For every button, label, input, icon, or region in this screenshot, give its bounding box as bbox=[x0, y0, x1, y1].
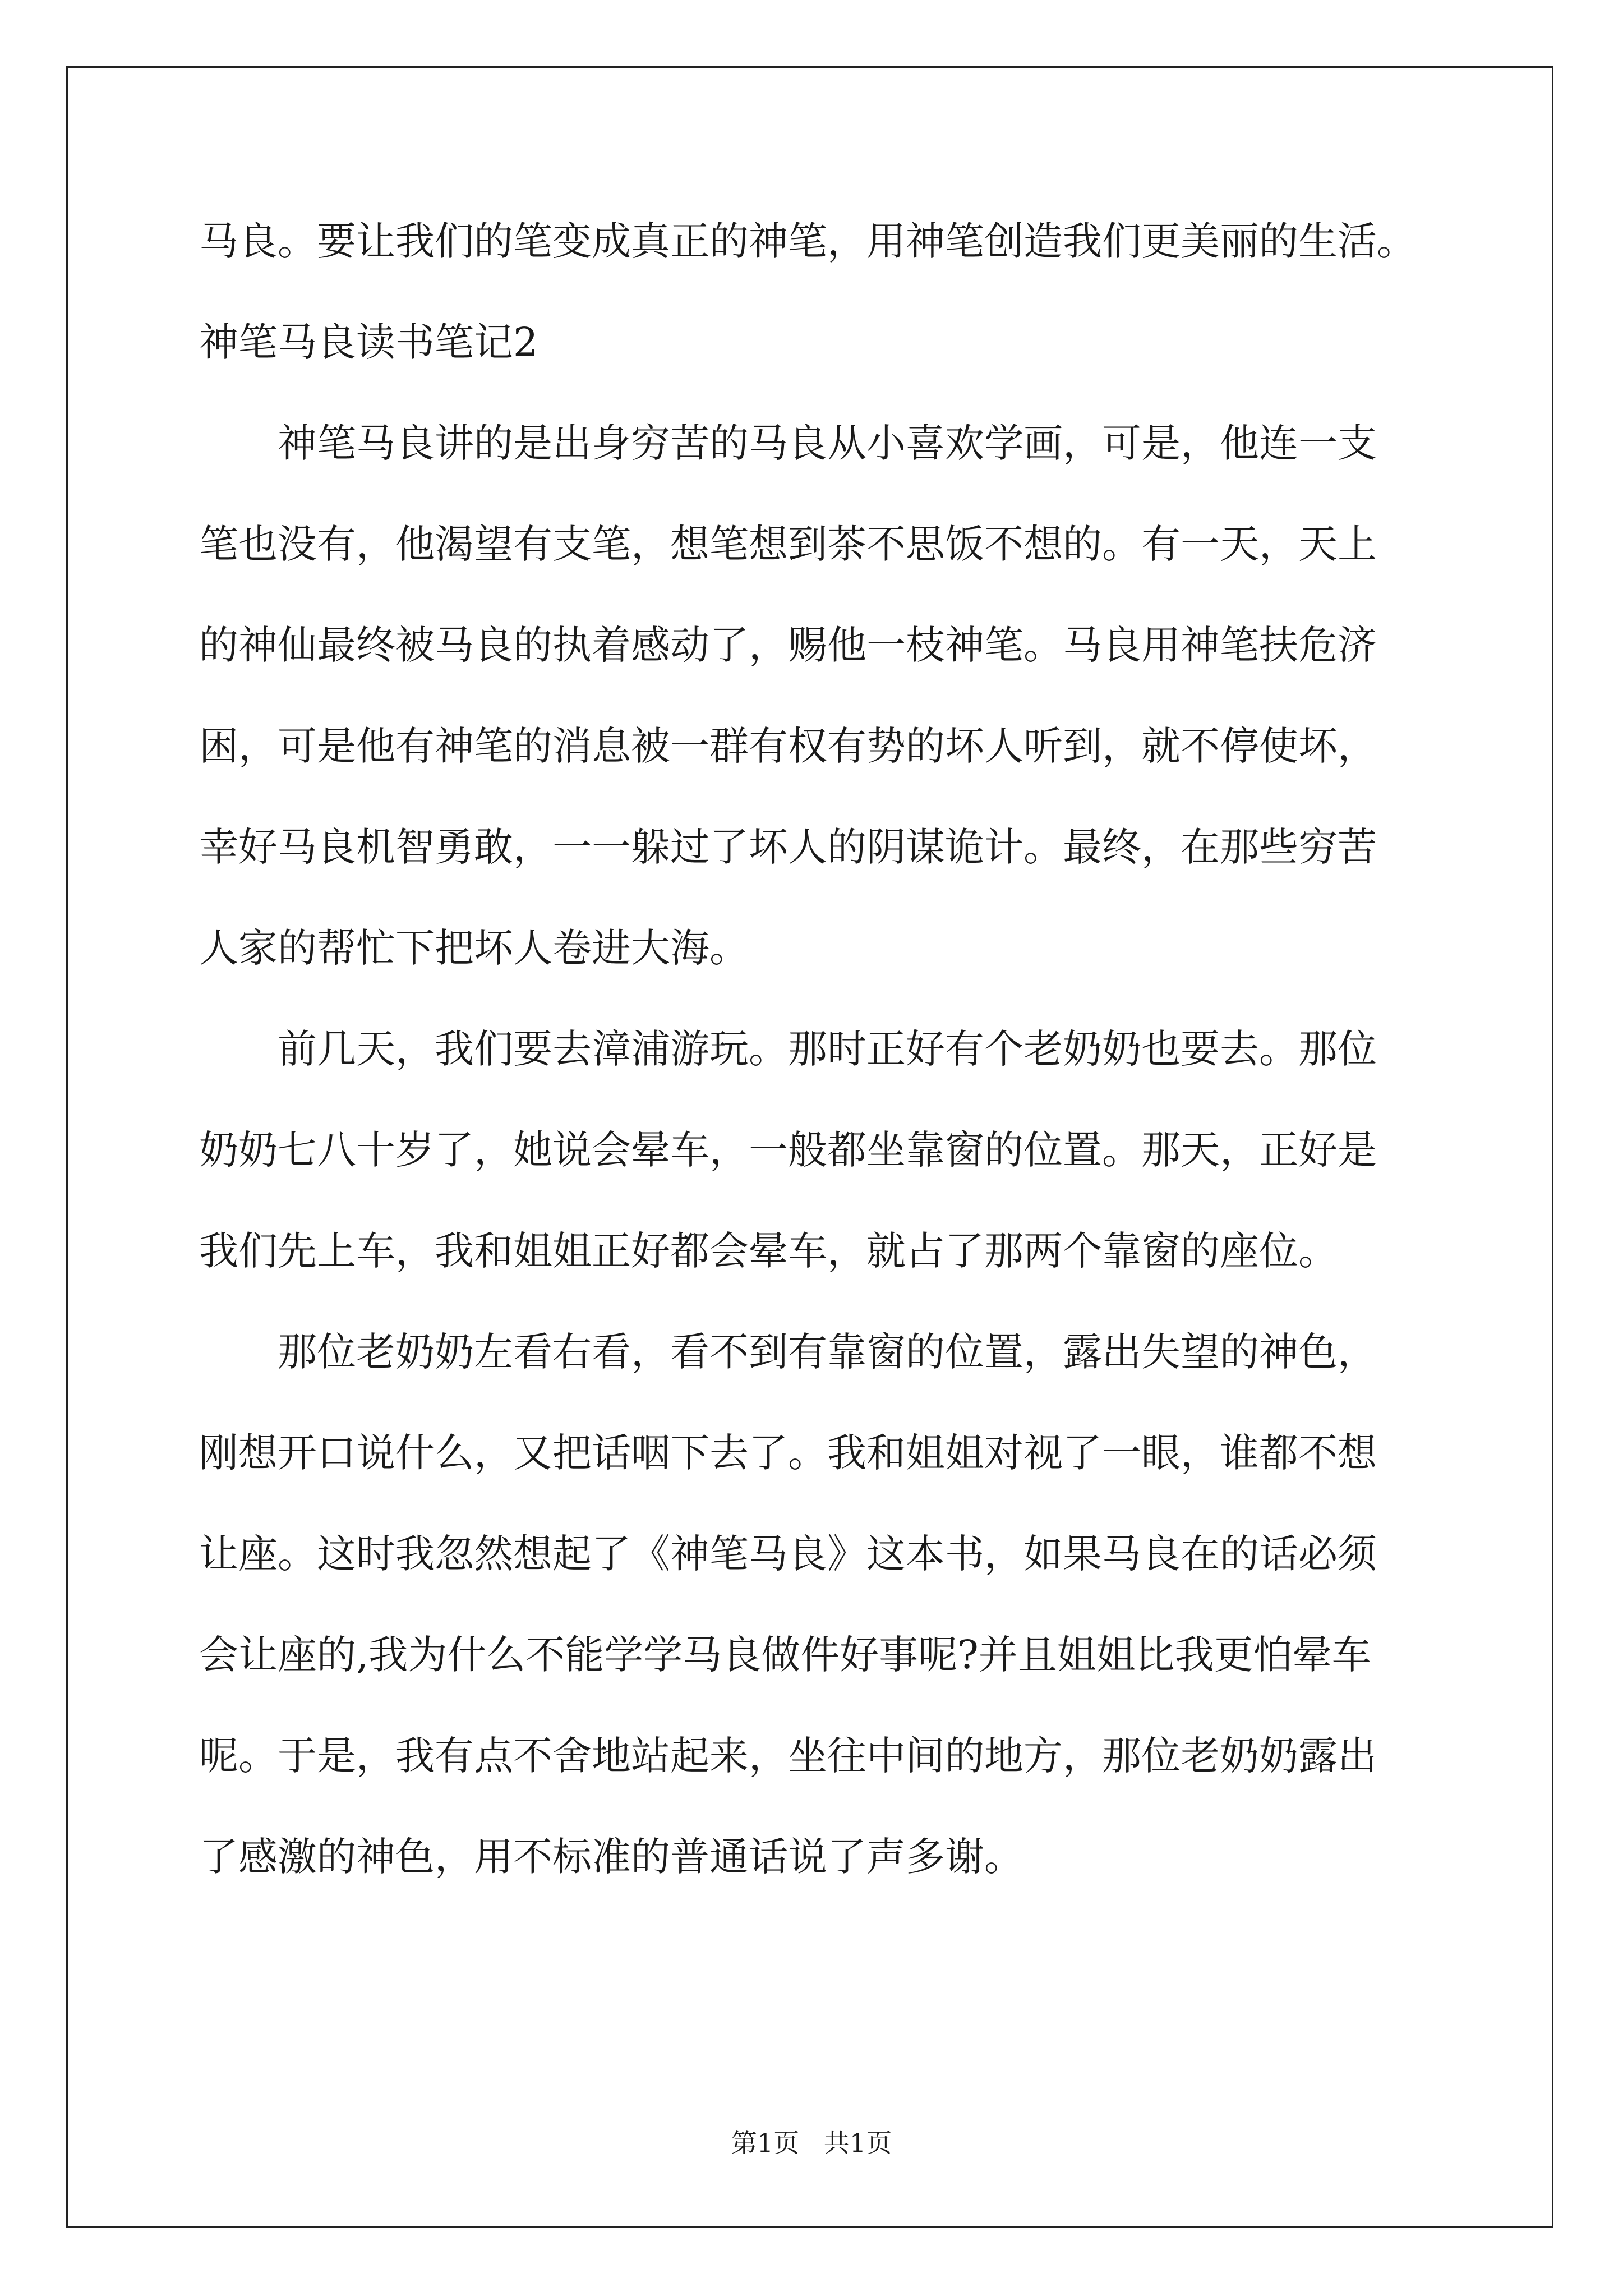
text-line: 刚想开口说什么，又把话咽下去了。我和姐姐对视了一眼，谁都不想 bbox=[199, 1430, 1377, 1476]
text-line: 我们先上车，我和姐姐正好都会晕车，就占了那两个靠窗的座位。 bbox=[199, 1228, 1338, 1274]
document-body bbox=[199, 191, 1438, 1907]
text-line: 呢。于是，我有点不舍地站起来，坐往中间的地方，那位老奶奶露出 bbox=[199, 1733, 1377, 1779]
text-line: 人家的帮忙下把坏人卷进大海。 bbox=[199, 925, 749, 971]
section-heading: 神笔马良读书笔记2 bbox=[199, 319, 538, 365]
text-line: 奶奶七八十岁了，她说会晕车，一般都坐靠窗的位置。那天，正好是 bbox=[199, 1127, 1377, 1173]
text-line: 笔也没有，他渴望有支笔，想笔想到茶不思饭不想的。有一天，天上 bbox=[199, 521, 1377, 567]
text-line: 那位老奶奶左看右看，看不到有靠窗的位置，露出失望的神色， bbox=[278, 1329, 1377, 1375]
text-line: 困，可是他有神笔的消息被一群有权有势的坏人听到，就不停使坏， bbox=[199, 723, 1377, 769]
text-line: 的神仙最终被马良的执着感动了，赐他一枝神笔。马良用神笔扶危济 bbox=[199, 622, 1377, 668]
text-line: 了感激的神色，用不标准的普通话说了声多谢。 bbox=[199, 1834, 1023, 1880]
page-number-footer: 第1页 共1页 bbox=[731, 2128, 892, 2158]
paragraph-3 bbox=[199, 1301, 1438, 1907]
text-line: 会让座的,我为什么不能学学马良做件好事呢?并且姐姐比我更怕晕车 bbox=[199, 1632, 1371, 1678]
text-line: 前几天，我们要去漳浦游玩。那时正好有个老奶奶也要去。那位 bbox=[278, 1026, 1377, 1072]
paragraph-2 bbox=[199, 999, 1438, 1301]
text-line: 马良。要让我们的笔变成真正的神笔，用神笔创造我们更美丽的生活。 bbox=[199, 218, 1416, 264]
paragraph-1 bbox=[199, 393, 1438, 999]
text-line: 神笔马良讲的是出身穷苦的马良从小喜欢学画，可是，他连一支 bbox=[278, 420, 1377, 466]
text-line: 让座。这时我忽然想起了《神笔马良》这本书，如果马良在的话必须 bbox=[199, 1531, 1377, 1577]
text-line: 幸好马良机智勇敢，一一躲过了坏人的阴谋诡计。最终，在那些穷苦 bbox=[199, 824, 1377, 870]
